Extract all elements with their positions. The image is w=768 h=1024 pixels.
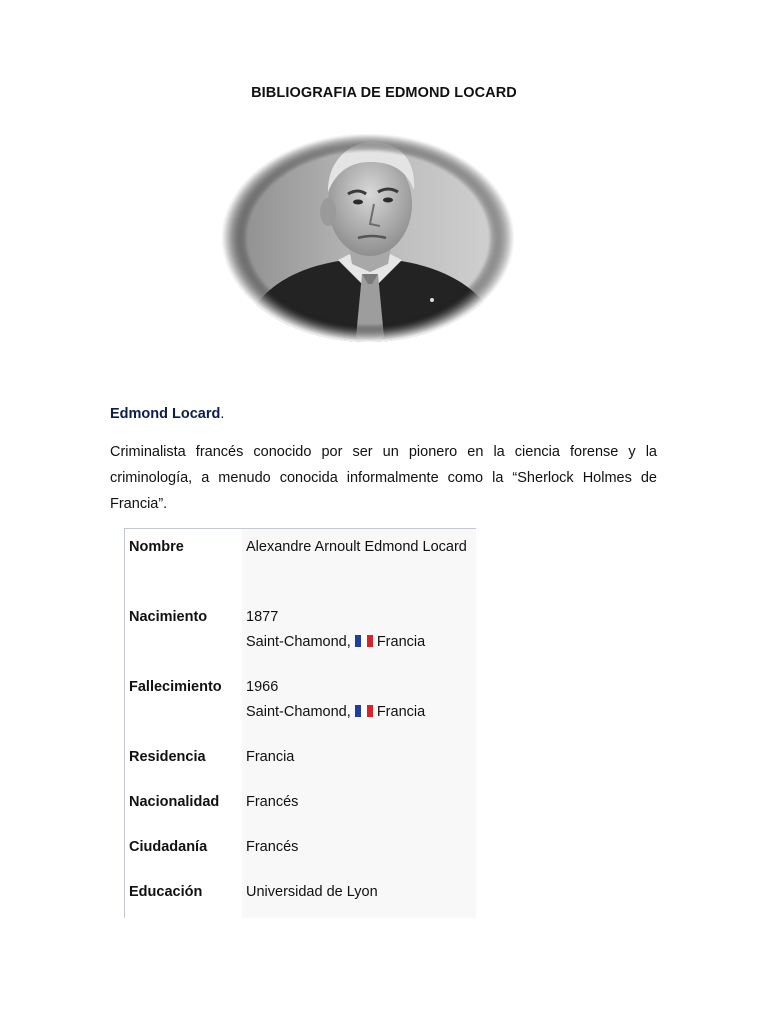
infobox-label: Residencia [129,749,206,765]
infobox-label: Nacimiento [129,609,208,625]
birth-place: Saint-Chamond, [246,634,351,650]
infobox-label: Ciudadanía [129,839,208,855]
subject-name-heading [110,406,224,422]
birth-year: 1877 [246,609,279,625]
portrait-photo [220,132,516,344]
france-flag-icon [355,705,373,717]
infobox-table [124,528,476,918]
death-place-line [246,700,474,725]
infobox-value[interactable]: Universidad de Lyon [246,884,378,900]
death-place: Saint-Chamond, [246,704,351,720]
infobox-label: Nacionalidad [129,794,220,810]
infobox-value [246,675,474,725]
infobox-value [246,605,474,655]
document-title: BIBLIOGRAFIA DE EDMOND LOCARD [251,85,517,101]
birth-country-link[interactable]: Francia [376,634,426,650]
subject-name: Edmond Locard [110,406,221,422]
portrait-photo-icon [220,132,516,344]
france-flag-icon [355,635,373,647]
infobox-value: Francés [246,839,299,855]
death-country-link[interactable]: Francia [376,704,426,720]
infobox-value[interactable]: Francia [246,749,295,765]
intro-paragraph: Criminalista francés conocido por ser un pionero en la ciencia forense y la criminología, a menudo conocida informalmente como la “Sherlock Holmes de Francia”. [110,444,657,512]
infobox-label: Educación [129,884,203,900]
birth-place-line [246,630,474,655]
infobox-label: Nombre [129,539,184,555]
death-year: 1966 [246,679,279,695]
subject-name-period: . [220,406,225,422]
infobox-value: Francés [246,794,299,810]
infobox-value: Alexandre Arnoult Edmond Locard [246,539,467,555]
infobox-label: Fallecimiento [129,679,222,695]
